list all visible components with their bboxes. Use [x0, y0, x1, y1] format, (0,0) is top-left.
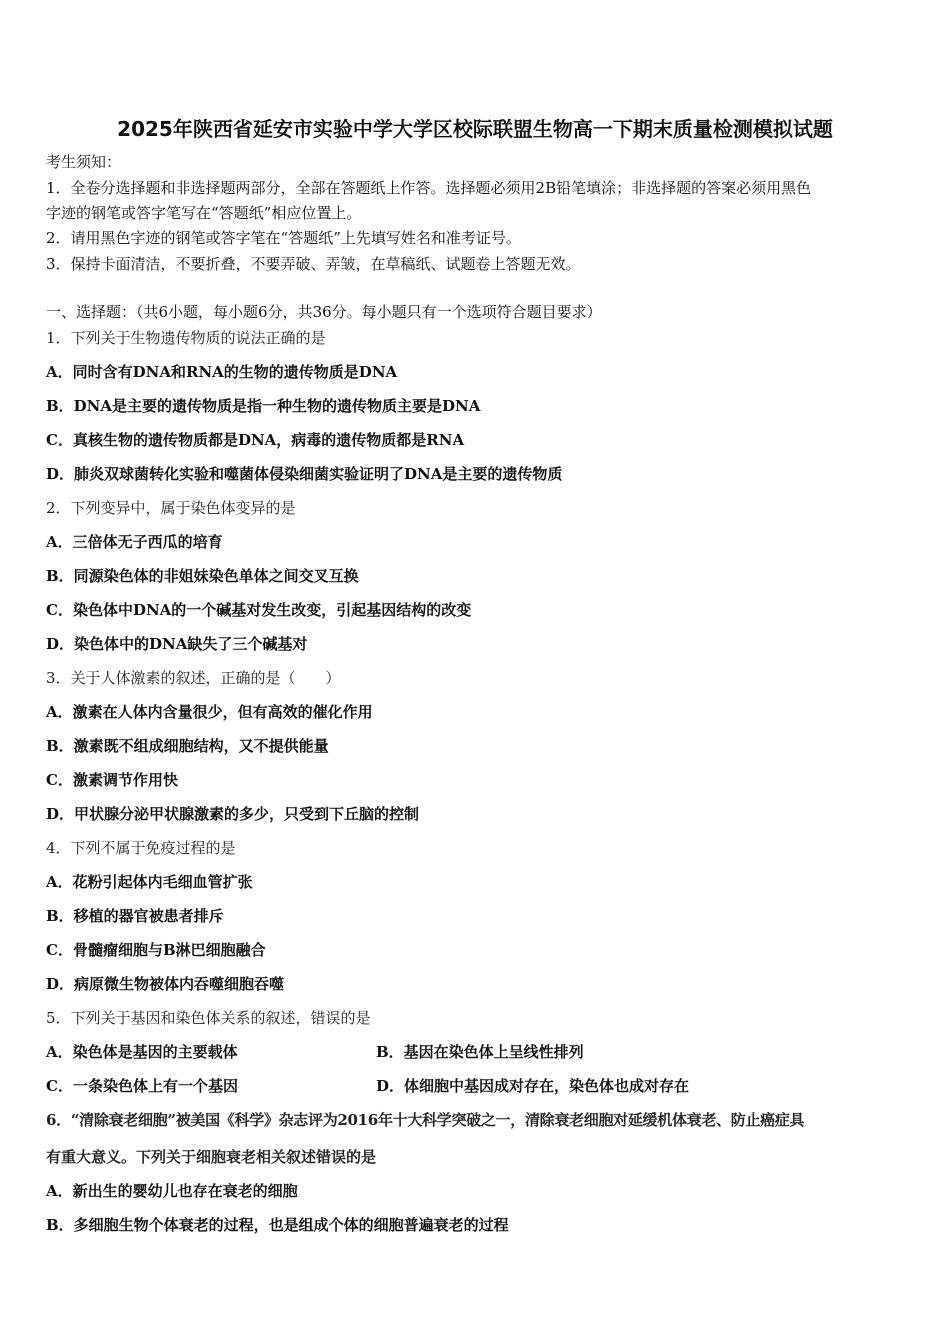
option-c[interactable]: C．染色体中DNA的一个碱基对发生改变，引起基因结构的改变	[46, 601, 472, 619]
option-b[interactable]: B．移植的器官被患者排斥	[46, 907, 224, 925]
question-stem: 1．下列关于生物遗传物质的说法正确的是	[46, 329, 326, 347]
option-c[interactable]: C．骨髓瘤细胞与B淋巴细胞融合	[46, 941, 266, 959]
option-b[interactable]: B．多细胞生物个体衰老的过程，也是组成个体的细胞普遍衰老的过程	[46, 1216, 509, 1234]
section-heading: 一、选择题：（共6小题，每小题6分，共36分。每小题只有一个选项符合题目要求）	[46, 303, 602, 321]
option-d[interactable]: D．肺炎双球菌转化实验和噬菌体侵染细菌实验证明了DNA是主要的遗传物质	[46, 465, 563, 483]
option-c[interactable]: C．激素调节作用快	[46, 771, 178, 789]
question-stem: 5．下列关于基因和染色体关系的叙述，错误的是	[46, 1009, 371, 1027]
option-a[interactable]: A．染色体是基因的主要载体	[46, 1043, 238, 1061]
option-b[interactable]: B．DNA是主要的遗传物质是指一种生物的遗传物质主要是DNA	[46, 397, 481, 415]
page-title: 2025年陕西省延安市实验中学大学区校际联盟生物高一下期末质量检测模拟试题	[117, 117, 833, 141]
option-d[interactable]: D．体细胞中基因成对存在，染色体也成对存在	[376, 1077, 690, 1095]
option-a[interactable]: A．花粉引起体内毛细血管扩张	[46, 873, 253, 891]
notice-item: 字迹的钢笔或答字笔写在“答题纸”相应位置上。	[46, 204, 362, 222]
option-b[interactable]: B．基因在染色体上呈线性排列	[376, 1043, 584, 1061]
option-a[interactable]: A．同时含有DNA和RNA的生物的遗传物质是DNA	[46, 363, 398, 381]
question-stem: 2．下列变异中，属于染色体变异的是	[46, 499, 296, 517]
notice-item: 2．请用黑色字迹的钢笔或答字笔在“答题纸”上先填写姓名和准考证号。	[46, 229, 521, 247]
question-stem: 6．“清除衰老细胞”被美国《科学》杂志评为2016年十大科学突破之一，清除衰老细胞对延缓机体衰老、防止癌症具	[46, 1111, 805, 1129]
question-stem-continued: 有重大意义。下列关于细胞衰老相关叙述错误的是	[46, 1148, 377, 1166]
option-d[interactable]: D．染色体中的DNA缺失了三个碱基对	[46, 635, 308, 653]
option-d[interactable]: D．病原微生物被体内吞噬细胞吞噬	[46, 975, 285, 993]
notice-item: 3．保持卡面清洁，不要折叠，不要弄破、弄皱，在草稿纸、试题卷上答题无效。	[46, 255, 581, 273]
option-b[interactable]: B．同源染色体的非姐妹染色单体之间交叉互换	[46, 567, 359, 585]
option-d[interactable]: D．甲状腺分泌甲状腺激素的多少，只受到下丘脑的控制	[46, 805, 420, 823]
option-a[interactable]: A．激素在人体内含量很少，但有高效的催化作用	[46, 703, 373, 721]
question-stem: 3．关于人体激素的叙述，正确的是（ ）	[46, 669, 341, 687]
notice-heading: 考生须知：	[46, 153, 122, 171]
question-stem: 4．下列不属于免疫过程的是	[46, 839, 236, 857]
option-b[interactable]: B．激素既不组成细胞结构，又不提供能量	[46, 737, 329, 755]
option-a[interactable]: A．三倍体无子西瓜的培育	[46, 533, 223, 551]
option-a[interactable]: A．新出生的婴幼儿也存在衰老的细胞	[46, 1182, 298, 1200]
option-c[interactable]: C．真核生物的遗传物质都是DNA，病毒的遗传物质都是RNA	[46, 431, 465, 449]
option-c[interactable]: C．一条染色体上有一个基因	[46, 1077, 238, 1095]
notice-item: 1．全卷分选择题和非选择题两部分，全部在答题纸上作答。选择题必须用2B铅笔填涂；非选择题的答案必须用黑色	[46, 179, 812, 197]
